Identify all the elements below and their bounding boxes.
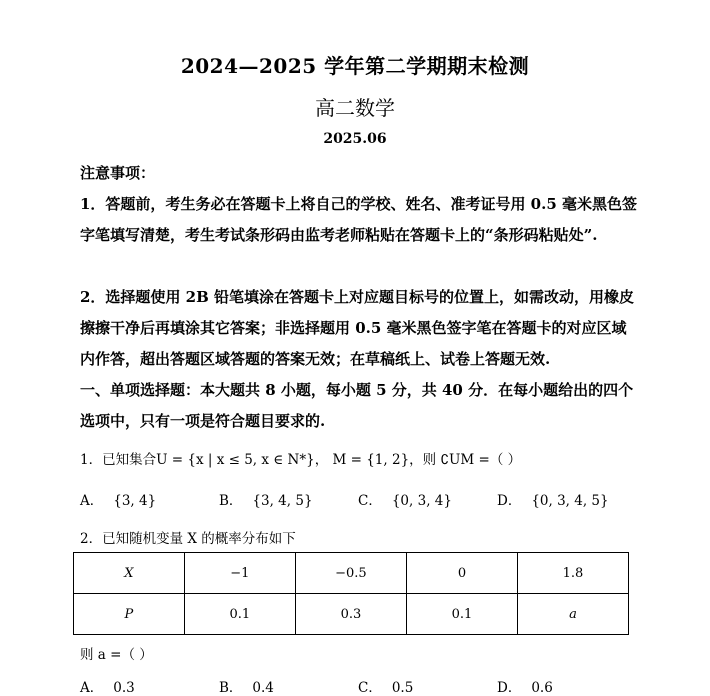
exam-date: 2025.06 [323,131,387,147]
note-item-1: 1．答题前，考生务必在答题卡上将自己的学校、姓名、准考证号用 0.5 毫米黑色签字笔填写清楚，考生考试条形码由监考老师粘贴在答题卡上的“条形码粘贴处”. [80,195,637,244]
question-1-text: 1．已知集合U = {x | x ≤ 5, x ∈ N*}， M = {1, 2}，则 ∁UM =（ ） [80,452,522,468]
table-cell: 0.3 [295,594,406,635]
notes-heading: 注意事项： [80,164,156,182]
question-2-followup: 则 a =（ ） [80,647,153,663]
option-letter: C． [358,493,382,509]
exam-title: 2024—2025 学年第二学期期末检测 [180,54,530,78]
q2-option-a [80,676,135,696]
option-value: {0, 3, 4, 5} [531,493,609,509]
question-2-text: 2．已知随机变量 X 的概率分布如下 [80,531,296,547]
option-letter: D． [497,493,522,509]
option-value: {3, 4, 5} [252,493,313,509]
q2-option-c [358,676,413,696]
option-letter: C． [358,680,382,696]
q1-option-d [497,489,609,509]
option-letter: B． [219,680,243,696]
option-letter: B． [219,493,243,509]
table-cell: −0.5 [295,553,406,594]
probability-distribution-table [73,552,629,635]
note-item-2: 2．选择题使用 2B 铅笔填涂在答题卡上对应题目标号的位置上，如需改动，用橡皮擦擦干净后再填涂其它答案；非选择题用 0.5 毫米黑色签字笔在答题卡的对应区域内作答，超出答题区域答题的答案无效；在草稿纸上、试卷上答题无效. [80,288,635,368]
option-value: {0, 3, 4} [391,493,452,509]
option-letter: D． [497,680,522,696]
table-row [74,594,629,635]
option-letter: A． [80,680,104,696]
option-letter: A． [80,493,104,509]
table-cell: 0.1 [406,594,517,635]
option-value: 0.5 [391,680,414,696]
table-cell: −1 [184,553,295,594]
table-cell: 1.8 [517,553,628,594]
option-value: 0.6 [531,680,553,696]
q1-option-c [358,489,452,509]
table-cell: a [517,594,628,635]
table-cell: X [74,553,185,594]
table-row [74,553,629,594]
section-1-instructions: 一、单项选择题：本大题共 8 小题，每小题 5 分，共 40 分．在每小题给出的四个选项中，只有一项是符合题目要求的. [80,381,634,430]
exam-subject: 高二数学 [315,96,395,120]
q2-option-d [497,676,553,696]
option-value: 0.3 [113,680,135,696]
option-value: 0.4 [252,680,274,696]
q1-option-a [80,489,156,509]
table-cell: 0.1 [184,594,295,635]
q2-option-b [219,676,274,696]
option-value: {3, 4} [113,493,157,509]
table-cell: P [74,594,185,635]
q1-option-b [219,489,313,509]
table-cell: 0 [406,553,517,594]
